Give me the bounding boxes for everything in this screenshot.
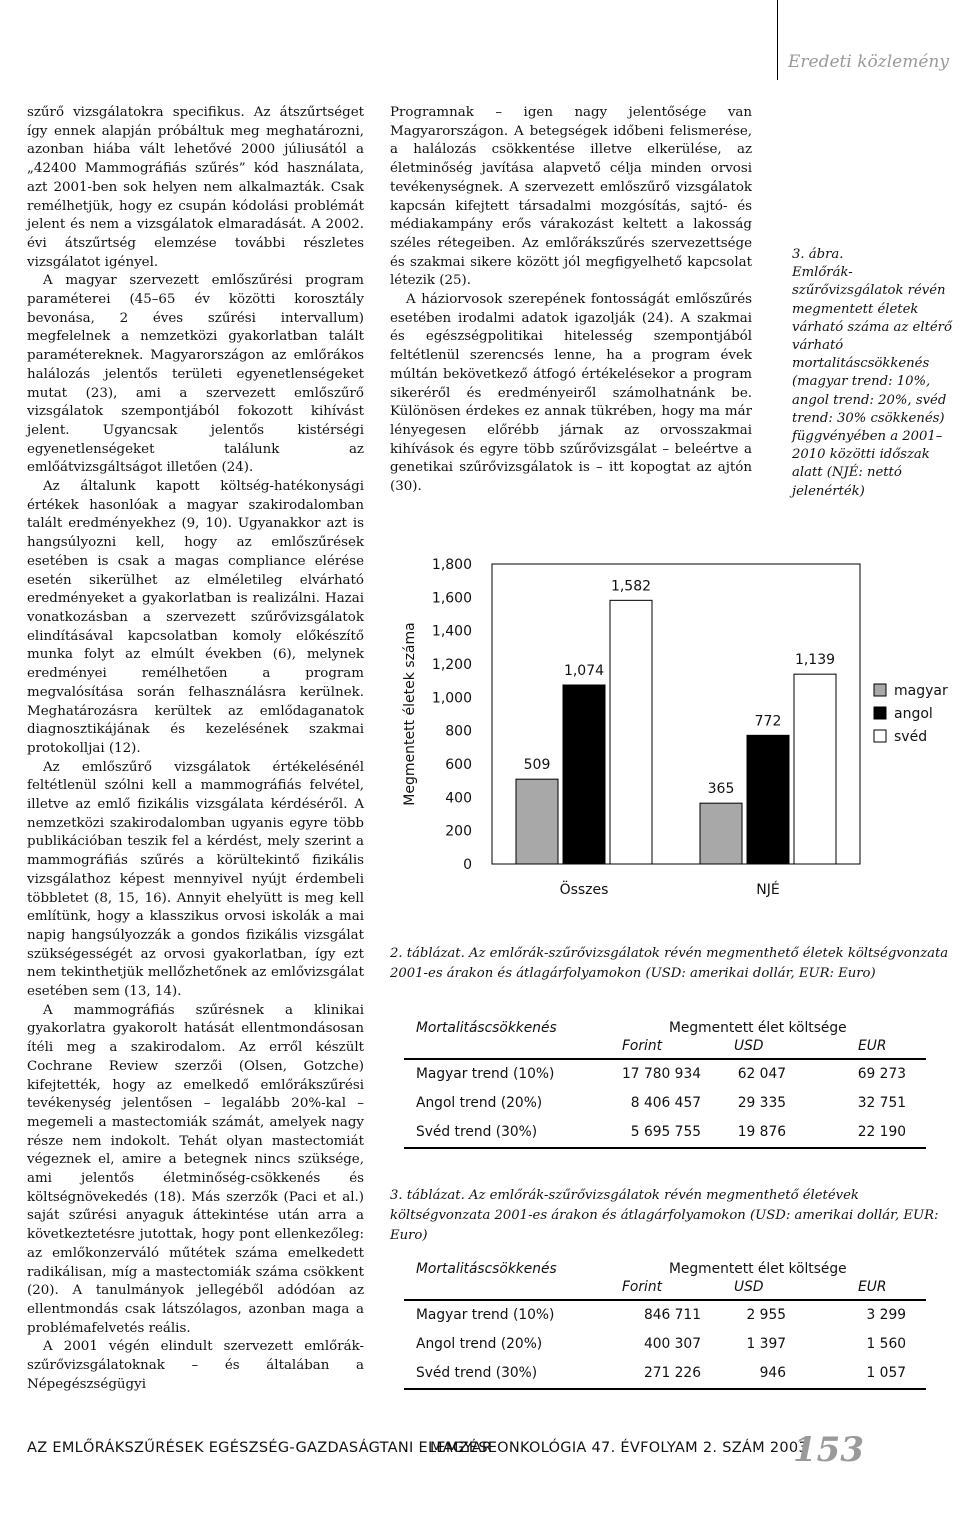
cell-eur: 3 299 [866, 1307, 906, 1323]
y-tick-label: 1,200 [431, 657, 472, 673]
cell-forint: 271 226 [643, 1365, 701, 1381]
paragraph: Az emlőszűrő vizsgálatok értékelésénél feltétlenül szólni kell a mammográfiás felvétel, illetve az emlő fizikális vizsgálata kérdéséről. A nemzetközi szakirodalomban ugyanis egyre több publikációban teszik fel a kérdést, mely szerint a mammográfiás szűrés a körültekintő fizikális vizsgálathoz képest mennyivel nyújt érdembeli többletet (8, 15, 16). Annyit ehelyütt is meg kell említünk, hogy a klasszikus orvosi iskolák a mai napig hangsúlyozzák a gondos fizikális vizsgálat szükségességét az orvosi gyakorlatban, így ezt nem tekinthetjük mellőzhetőnek az emlővizsgálat esetében sem (13, 14). [27, 759, 364, 1000]
column-header-mortality: Mortalitáscsökkenés [416, 1020, 557, 1036]
y-tick-label: 800 [445, 723, 472, 740]
bar-value-label: 1,582 [610, 578, 652, 595]
paragraph: A háziorvosok szerepének fontosságát emlőszűrés esetében irodalmi adatok igazolják (24). A szakmai és egészségpolitikai hitelesség szempontjából feltétlenül szerencsés lenne, ha a program évek múltán bekövetkező átfogó értékelésekor a program sikeréről és eredményeiről számolhatnánk be. Különösen érdekes ez annak tükrében, hogy ma már lényegesen előrébb járnak az orvosszakmai kihívások és egyre több szűrővizsgálat – beleértve a genetikai szűrővizsgálatok is – itt kopogtat az ajtón (30). [390, 292, 752, 495]
y-tick-label: 600 [445, 757, 472, 773]
legend-swatch-svéd [874, 730, 886, 742]
cell-usd: 29 335 [737, 1095, 786, 1111]
table3-caption: 3. táblázat. Az emlőrák-szűrővizsgálatok révén megmenthető életévek költségvonzata 2001-es árakon és átlagárfolyamokon (USD: amerikai dollár, EUR: Euro) [390, 1188, 939, 1243]
cell-usd: 2 955 [746, 1307, 786, 1323]
column-header-mortality: Mortalitáscsökkenés [416, 1261, 557, 1277]
cell-eur: 1 560 [866, 1336, 906, 1352]
paragraph: A mammográfiás szűrésnek a klinikai gyakorlatra gyakorolt hatását ellentmondásosan ítéli meg a szakirodalom. Az erről készült Cochrane Review szerzői (Olsen, Gotzche) kifejtették, hogy az emelkedő emlőrákszűrési tevékenység jelentősen – legalább 20%-kal – megemeli a mastectomiák számát, amelyek nagy része nem indokolt. Tehát olyan mastectomiát végeznek el, amire a betegnek nincs szüksége, ami jelentős életminőség-csökkenés és költségnövekedés (18). Más szerzők (Paci et al.) saját szűrési anyaguk áttekintése után arra a következtetésre jutottak, hogy pont ellenkezőleg: az emlőkonzerváló műtétek száma emelkedett radikálisan, míg a mastectomiák száma csökkent (20). A tanulmányok jellegéből adódóan az ellentmondás csak látszólagos, azonban maga a problémafelvetés reális. [27, 1002, 364, 1336]
y-tick-label: 0 [463, 857, 472, 873]
cell-eur: 1 057 [866, 1365, 906, 1381]
row-label: Svéd trend (30%) [416, 1365, 538, 1381]
table-row [404, 1330, 926, 1359]
row-label: Angol trend (20%) [416, 1336, 543, 1352]
x-category-label: Összes [559, 882, 609, 898]
cell-forint: 846 711 [643, 1307, 701, 1323]
table-row [404, 1118, 926, 1147]
cell-usd: 946 [759, 1365, 786, 1381]
currency-header-forint: Forint [622, 1038, 663, 1054]
paragraph: A 2001 végén elindult szervezett emlőrák-szűrővizsgálatoknak – és általában a Népegészségügyi [27, 1339, 364, 1392]
figure-caption-text: Emlőrák-szűrővizsgálatok révén megmentett életek várható száma az eltérő várható mortalitáscsökkenés (magyar trend: 10%, angol trend: 20%, svéd trend: 30% csökkenés) függvényében a 2001–2010 közötti időszak alatt (NJÉ: nettó jelenérték) [792, 265, 952, 499]
bar-magyar [700, 803, 742, 864]
y-tick-label: 200 [445, 823, 472, 840]
currency-header-usd: USD [734, 1038, 764, 1054]
row-label: Magyar trend (10%) [416, 1066, 555, 1082]
row-label: Angol trend (20%) [416, 1095, 543, 1111]
table2-caption: 2. táblázat. Az emlőrák-szűrővizsgálatok révén megmenthető életek költségvonzata 2001-es árakon és átlagárfolyamokon (USD: amerikai dollár, EUR: Euro) [390, 946, 949, 981]
row-label: Magyar trend (10%) [416, 1307, 555, 1323]
x-category-label: NJÉ [756, 882, 780, 898]
table-rule [404, 1388, 926, 1390]
bar-value-label: 509 [523, 757, 551, 774]
bar-value-label: 1,074 [563, 663, 605, 679]
y-tick-label: 1,000 [431, 690, 472, 707]
bar-value-label: 772 [754, 713, 782, 730]
table-row [404, 1060, 926, 1089]
y-tick-label: 400 [445, 790, 472, 807]
paragraph: A magyar szervezett emlőszűrési program paraméterei (45–65 év közötti korosztály bevonása, 2 éves szűrési intervallum) megfelelnek a nemzetközi gyakorlatban talált paramétereknek. Magyarországon az emlőrákos halálozás jelentős területi egyenetlenségeket mutat (23), ami a szervezett emlőszűrő vizsgálatok szempontjából fokozott kihívást jelent. Ugyancsak jelentős kistérségi egyenetlenségeket találunk az emlőátvizsgáltságot illetően (24). [27, 273, 364, 476]
table-row [404, 1359, 926, 1388]
footer-journal-info: MAGYAR ONKOLÓGIA 47. ÉVFOLYAM 2. SZÁM 2003 [430, 1440, 808, 1456]
header-rule [777, 0, 778, 80]
table-row [404, 1301, 926, 1330]
footer-running-title: AZ EMLŐRÁKSZŰRÉSEK EGÉSZSÉG-GAZDASÁGTANI ELEMZÉSE [27, 1440, 498, 1456]
bar-magyar [516, 779, 558, 864]
legend-label: magyar [894, 683, 948, 699]
bar-svéd [610, 600, 652, 864]
y-tick-label: 1,400 [431, 623, 472, 640]
left-text-column [27, 104, 364, 1395]
currency-header-usd: USD [734, 1279, 764, 1295]
paragraph: Az általunk kapott költség-hatékonysági értékek hasonlóak a magyar szakirodalomban talált eredményekhez (9, 10). Ugyanakkor azt is hangsúlyozni kell, hogy az emlőszűrések esetében is csak a magas compliance elérése esetén sikerülhet az elméletileg elvárható eredményeket a gyakorlatban is realizálni. Hazai vonatkozásban a szervezett szűrővizsgálatok elindításával kapcsolatban komoly előkészítő munka folyt az elmúlt években (6), melynek eredményei remélhetően a program megvalósítása során felhasználásra kerülnek. Meghatározásra kerültek az emlődaganatok diagnosztikájának és kezelésének szakmai protokolljai (12). [27, 479, 364, 756]
legend-label: angol [894, 706, 933, 722]
cell-forint: 17 780 934 [622, 1066, 701, 1082]
paragraph: szűrő vizsgálatokra specifikus. Az átszűrtséget így ennek alapján próbáltuk meg meghatározni, azonban hiába vált lehetővé 2000 júliusától a „42400 Mammográfiás szűrés” kód használata, azt 2001-ben sok helyen nem alkalmazták. Csak remélhetjük, hogy ez csupán kódolási problémát jelent és nem a vizsgálatok elmaradását. A 2002. évi átszűrtség elemzése további részletes vizsgálatot igényel. [27, 105, 364, 270]
legend-label: svéd [894, 729, 928, 745]
bar-value-label: 1,139 [794, 652, 836, 669]
bar-value-label: 365 [707, 781, 735, 798]
cell-eur: 32 751 [857, 1095, 906, 1111]
table-header [404, 1012, 926, 1058]
currency-header-forint: Forint [622, 1279, 663, 1295]
paragraph: Programnak – igen nagy jelentősége van Magyarországon. A betegségek időbeni felismerése, a halálozás csökkentése illetve elkerülése, az életminőség javítása alapvető célja minden orvosi tevékenységnek. A szervezett emlőszűrő vizsgálatok kapcsán kifejtett társadalmi mozgósítás, sajtó- és médiakampány erős várakozást keltett a lakosság széles rétegeiben. Az emlőrákszűrés szervezettsége és szakmai sikere között jól megfigyelhető kapcsolat létezik (25). [390, 105, 752, 289]
y-tick-label: 1,600 [431, 590, 472, 607]
cell-forint: 5 695 755 [630, 1124, 701, 1140]
y-axis-label: Megmentett életek száma [402, 622, 418, 806]
cell-usd: 1 397 [746, 1336, 786, 1352]
table-row [404, 1089, 926, 1118]
legend-swatch-angol [874, 707, 886, 719]
bar-svéd [794, 674, 836, 864]
legend-swatch-magyar [874, 684, 886, 696]
row-label: Svéd trend (30%) [416, 1124, 538, 1140]
figure-number: 3. ábra. [792, 247, 844, 262]
table3 [404, 1253, 926, 1390]
currency-header-eur: EUR [858, 1038, 887, 1054]
section-label: Eredeti közlemény [788, 52, 949, 72]
currency-header-eur: EUR [858, 1279, 887, 1295]
table2 [404, 1012, 926, 1149]
cell-eur: 69 273 [857, 1066, 906, 1082]
bar-chart [398, 550, 950, 910]
cell-usd: 62 047 [737, 1066, 786, 1082]
y-tick-label: 1,800 [431, 557, 472, 573]
middle-text-column [390, 104, 752, 497]
cell-forint: 400 307 [643, 1336, 701, 1352]
figure-caption [792, 246, 952, 501]
table-rule [404, 1147, 926, 1149]
bar-angol [747, 735, 789, 864]
cell-eur: 22 190 [857, 1124, 906, 1140]
column-group-header: Megmentett élet költsége [669, 1020, 847, 1036]
bar-angol [563, 685, 605, 864]
table-header [404, 1253, 926, 1299]
cell-forint: 8 406 457 [630, 1095, 701, 1111]
column-group-header: Megmentett élet költsége [669, 1261, 847, 1277]
cell-usd: 19 876 [737, 1124, 786, 1140]
page-number: 153 [793, 1430, 864, 1470]
